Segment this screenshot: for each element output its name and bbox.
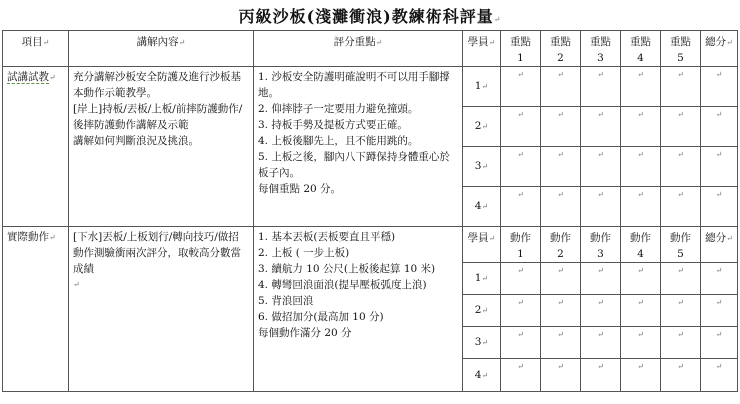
student-number: 4↵ (463, 187, 501, 227)
page-title: 丙級沙板(淺灘衝浪)教練術科評量↵ (238, 7, 502, 26)
score-cell[interactable]: ↵ (661, 187, 701, 227)
section2-action-4: 動作 4 (621, 227, 661, 263)
header-key-5: 重點 5 (661, 31, 701, 67)
total-cell[interactable]: ↵ (701, 263, 738, 295)
header-row (3, 31, 738, 67)
section2-label: 實際動作↵ (3, 227, 69, 392)
score-cell[interactable]: ↵ (661, 67, 701, 107)
header-student: 學員↵ (463, 31, 501, 67)
section2-scoring: 1. 基本丟板(丟板要直且平穩) 2. 上板 ( 一步上板) 3. 續航力 10 公尺(上板後起算 10 米) 4. 轉彎回浪面浪(提早壓板弧度上浪) 5. 背浪回浪 6. 做招加分(最高加 10 分) 每個動作滿分 20 分 (254, 227, 463, 392)
score-cell[interactable]: ↵ (501, 107, 541, 147)
table-row (3, 67, 738, 107)
score-cell[interactable]: ↵ (501, 295, 541, 327)
score-cell[interactable]: ↵ (501, 147, 541, 187)
score-cell[interactable]: ↵ (661, 107, 701, 147)
score-cell[interactable]: ↵ (581, 359, 621, 392)
score-cell[interactable]: ↵ (581, 187, 621, 227)
score-cell[interactable]: ↵ (541, 147, 581, 187)
student-number: 4↵ (463, 359, 501, 392)
total-cell[interactable]: ↵ (701, 327, 738, 359)
score-cell[interactable]: ↵ (661, 147, 701, 187)
section1-label: 試講試教↵ (3, 67, 69, 227)
section1-content: 充分講解沙板安全防護及進行沙板基本動作示範教學。 [岸上]持板/丟板/上板/前摔防護動作/後摔防護動作講解及示範 講解如何判斷浪況及挑浪。 (69, 67, 254, 227)
header-key-4: 重點 4 (621, 31, 661, 67)
total-cell[interactable]: ↵ (701, 359, 738, 392)
score-cell[interactable]: ↵ (621, 67, 661, 107)
score-cell[interactable]: ↵ (661, 263, 701, 295)
score-cell[interactable]: ↵ (621, 263, 661, 295)
score-cell[interactable]: ↵ (541, 263, 581, 295)
student-number: 1↵ (463, 263, 501, 295)
section1-scoring: 1. 沙板安全防護明確說明不可以用手腳撐地。 2. 仰摔脖子一定要用力避免撞頭。 3. 持板手勢及提板方式要正確。 4. 上板後腳先上，且不能用跳的。 5. 上板之後，腳內八下蹲保持身體重心於板子內。 每個重點 20 分。 (254, 67, 463, 227)
section2-action-3: 動作 3 (581, 227, 621, 263)
section2-action-5: 動作 5 (661, 227, 701, 263)
header-content: 講解內容↵ (69, 31, 254, 67)
section2-student-header: 學員↵ (463, 227, 501, 263)
section2-action-2: 動作 2 (541, 227, 581, 263)
student-number: 2↵ (463, 107, 501, 147)
score-cell[interactable]: ↵ (621, 107, 661, 147)
score-cell[interactable]: ↵ (581, 295, 621, 327)
score-cell[interactable]: ↵ (541, 327, 581, 359)
student-number: 1↵ (463, 67, 501, 107)
score-cell[interactable]: ↵ (661, 359, 701, 392)
score-cell[interactable]: ↵ (581, 327, 621, 359)
header-item: 項目↵ (3, 31, 69, 67)
score-cell[interactable]: ↵ (621, 327, 661, 359)
total-cell[interactable]: ↵ (701, 295, 738, 327)
header-total: 總分↵ (701, 31, 738, 67)
score-cell[interactable]: ↵ (501, 187, 541, 227)
total-cell[interactable]: ↵ (701, 147, 738, 187)
score-cell[interactable]: ↵ (541, 107, 581, 147)
score-cell[interactable]: ↵ (501, 263, 541, 295)
score-cell[interactable]: ↵ (501, 359, 541, 392)
student-number: 3↵ (463, 147, 501, 187)
score-cell[interactable]: ↵ (661, 327, 701, 359)
score-cell[interactable]: ↵ (541, 187, 581, 227)
total-cell[interactable]: ↵ (701, 187, 738, 227)
header-key-2: 重點 2 (541, 31, 581, 67)
score-cell[interactable]: ↵ (501, 327, 541, 359)
score-cell[interactable]: ↵ (541, 67, 581, 107)
score-cell[interactable]: ↵ (581, 67, 621, 107)
section2-header-row (3, 227, 738, 263)
score-cell[interactable]: ↵ (621, 147, 661, 187)
score-cell[interactable]: ↵ (581, 147, 621, 187)
student-number: 3↵ (463, 327, 501, 359)
score-cell[interactable]: ↵ (541, 359, 581, 392)
score-cell[interactable]: ↵ (581, 263, 621, 295)
section2-content: [下水]丟板/上板划行/轉向技巧/做招 動作測驗衝兩次評分，取較高分數當成績 ↵ (69, 227, 254, 392)
total-cell[interactable]: ↵ (701, 107, 738, 147)
header-key-1: 重點 1 (501, 31, 541, 67)
header-scoring: 評分重點↵ (254, 31, 463, 67)
evaluation-table (2, 30, 738, 392)
score-cell[interactable]: ↵ (661, 295, 701, 327)
score-cell[interactable]: ↵ (621, 187, 661, 227)
total-cell[interactable]: ↵ (701, 67, 738, 107)
score-cell[interactable]: ↵ (501, 67, 541, 107)
student-number: 2↵ (463, 295, 501, 327)
section2-action-1: 動作 1 (501, 227, 541, 263)
score-cell[interactable]: ↵ (621, 359, 661, 392)
score-cell[interactable]: ↵ (621, 295, 661, 327)
score-cell[interactable]: ↵ (581, 107, 621, 147)
header-key-3: 重點 3 (581, 31, 621, 67)
score-cell[interactable]: ↵ (541, 295, 581, 327)
section2-total-header: 總分↵ (701, 227, 738, 263)
